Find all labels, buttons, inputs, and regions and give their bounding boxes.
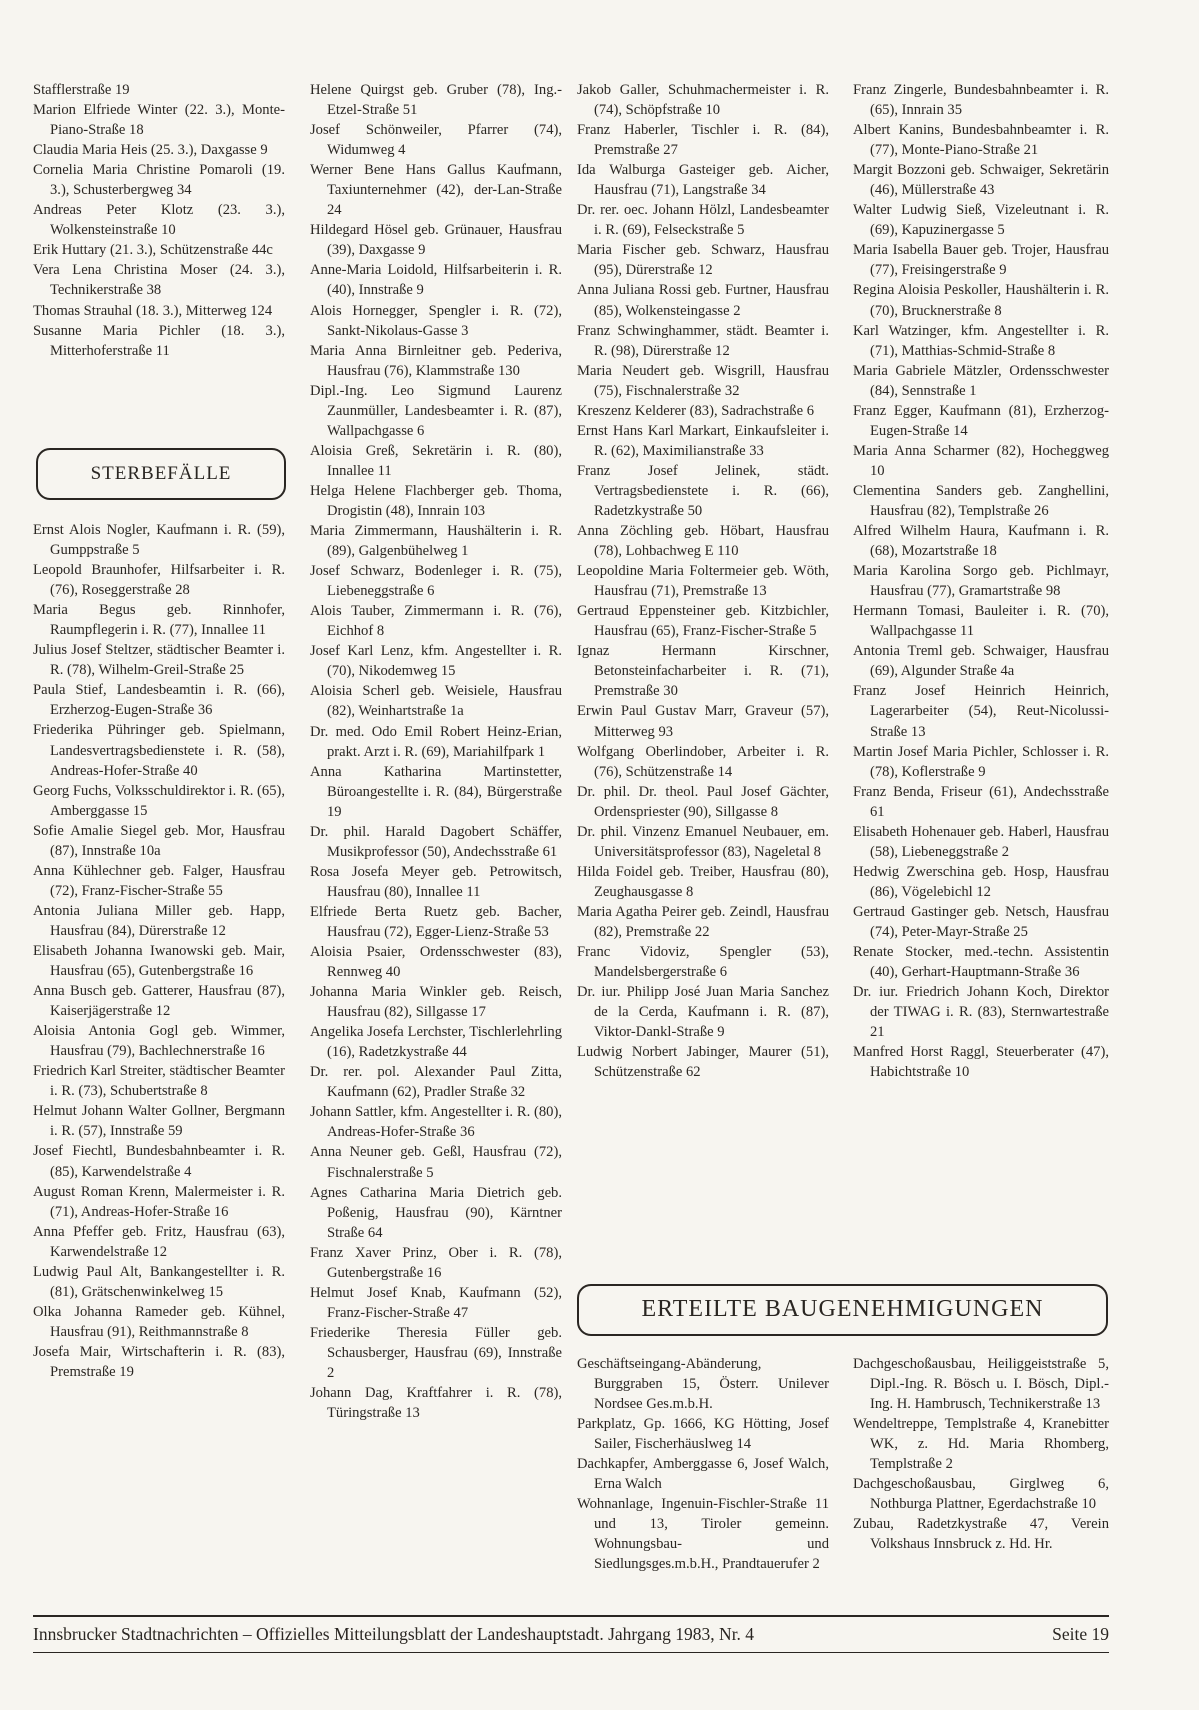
list-item: Johann Dag, Kraftfahrer i. R. (78), Türingstraße 13 <box>310 1385 562 1422</box>
list-item: Maria Agatha Peirer geb. Zeindl, Hausfrau (82), Premstraße 22 <box>577 903 829 940</box>
list-item: Franz Benda, Friseur (61), Andechsstraße 61 <box>853 783 1109 820</box>
list-item: Sofie Amalie Siegel geb. Mor, Hausfrau (87), Innstraße 10a <box>33 822 285 859</box>
list-item: Elisabeth Johanna Iwanowski geb. Mair, Hausfrau (65), Gutenbergstraße 16 <box>33 942 285 980</box>
list-item: Franz Haberler, Tischler i. R. (84), Premstraße 27 <box>577 122 829 159</box>
list-item: Alfred Wilhelm Haura, Kaufmann i. R. (68), Mozartstraße 18 <box>853 523 1109 560</box>
list-item: Agnes Catharina Maria Dietrich geb. Poßenig, Hausfrau (90), Kärntner Straße 64 <box>310 1184 562 1241</box>
list-item: Vera Lena Christina Moser (24. 3.), Technikerstraße 38 <box>33 262 285 299</box>
list-item: Franz Schwinghammer, städt. Beamter i. R. (98), Dürerstraße 12 <box>577 322 829 359</box>
list-item: Ignaz Hermann Kirschner, Betonsteinfacharbeiter i. R. (71), Premstraße 30 <box>577 643 829 700</box>
list-item: Franz Egger, Kaufmann (81), Erzherzog-Eugen-Straße 14 <box>853 402 1109 439</box>
list-item: Maria Neudert geb. Wisgrill, Hausfrau (75), Fischnalerstraße 32 <box>577 362 829 399</box>
list-item: Dr. phil. Dr. theol. Paul Josef Gächter, Ordenspriester (90), Sillgasse 8 <box>577 783 829 820</box>
list-item: Gertraud Gastinger geb. Netsch, Hausfrau (74), Peter-Mayr-Straße 25 <box>853 903 1109 940</box>
list-item: Margit Bozzoni geb. Schwaiger, Sekretärin (46), Müllerstraße 43 <box>853 162 1109 199</box>
list-item: Ludwig Norbert Jabinger, Maurer (51), Schützenstraße 62 <box>577 1044 829 1081</box>
list-item: Friedrich Karl Streiter, städtischer Beamter i. R. (73), Schubertstraße 8 <box>33 1063 285 1100</box>
list-item: Dachgeschoßausbau, Heiliggeiststraße 5, Dipl.-Ing. R. Bösch u. I. Bösch, Dipl.-Ing. H. Hambrusch, Technikerstraße 13 <box>853 1356 1109 1413</box>
column-1-deaths <box>33 520 285 1382</box>
list-item: Aloisia Greß, Sekretärin i. R. (80), Innallee 11 <box>310 442 562 479</box>
list-item: Helmut Johann Walter Gollner, Bergmann i. R. (57), Innstraße 59 <box>33 1103 285 1140</box>
list-item: Franz Josef Jelinek, städt. Vertragsbedienstete i. R. (66), Radetzkystraße 50 <box>577 462 829 519</box>
list-item: Marion Elfriede Winter (22. 3.), Monte-Piano-Straße 18 <box>33 102 285 139</box>
list-item: Walter Ludwig Sieß, Vizeleutnant i. R. (69), Kapuzinergasse 5 <box>853 202 1109 239</box>
list-item: Johann Sattler, kfm. Angestellter i. R. (80), Andreas-Hofer-Straße 36 <box>310 1104 562 1141</box>
permits-column-1 <box>577 1354 829 1575</box>
list-item: Manfred Horst Raggl, Steuerberater (47), Habichtstraße 10 <box>853 1044 1109 1081</box>
list-item: Dachgeschoßausbau, Girglweg 6, Nothburga Plattner, Egerdachstraße 10 <box>853 1476 1109 1513</box>
list-item: Maria Isabella Bauer geb. Trojer, Hausfrau (77), Freisingerstraße 9 <box>853 242 1109 279</box>
list-item: Alois Tauber, Zimmermann i. R. (76), Eichhof 8 <box>310 603 562 640</box>
list-item: Geschäftseingang-Abänderung, Burggraben 15, Österr. Unilever Nordsee Ges.m.b.H. <box>577 1356 829 1413</box>
list-item: Elfriede Berta Ruetz geb. Bacher, Hausfrau (72), Egger-Lienz-Straße 53 <box>310 903 562 940</box>
section-heading-building-permits: ERTEILTE BAUGENEHMIGUNGEN <box>577 1284 1108 1336</box>
list-item: Renate Stocker, med.-techn. Assistentin (40), Gerhart-Hauptmann-Straße 36 <box>853 944 1109 981</box>
list-item: Paula Stief, Landesbeamtin i. R. (66), Erzherzog-Eugen-Straße 36 <box>33 682 285 719</box>
list-item: Helmut Josef Knab, Kaufmann (52), Franz-Fischer-Straße 47 <box>310 1284 562 1321</box>
list-item: Ernst Hans Karl Markart, Einkaufsleiter i. R. (62), Maximilianstraße 33 <box>577 422 829 459</box>
list-item: Leopold Braunhofer, Hilfsarbeiter i. R. (76), Roseggerstraße 28 <box>33 562 285 599</box>
list-item: Aloisia Psaier, Ordensschwester (83), Rennweg 40 <box>310 944 562 981</box>
list-item: Anne-Maria Loidold, Hilfsarbeiterin i. R. (40), Innstraße 9 <box>310 262 562 299</box>
list-item: Franz Xaver Prinz, Ober i. R. (78), Gutenbergstraße 16 <box>310 1244 562 1281</box>
list-item: Julius Josef Steltzer, städtischer Beamter i. R. (78), Wilhelm-Greil-Straße 25 <box>33 642 285 679</box>
list-item: Maria Begus geb. Rinnhofer, Raumpflegerin i. R. (77), Innallee 11 <box>33 602 285 639</box>
list-item: Maria Karolina Sorgo geb. Pichlmayr, Hausfrau (77), Gramartstraße 98 <box>853 563 1109 600</box>
list-item: Anna Neuner geb. Geßl, Hausfrau (72), Fischnalerstraße 5 <box>310 1144 562 1181</box>
list-item: Wohnanlage, Ingenuin-Fischler-Straße 11 und 13, Tiroler gemeinn. Wohnungsbau- und Siedlungsges.m.b.H., Prandtauerufer 2 <box>577 1496 829 1573</box>
list-item: Zubau, Radetzkystraße 47, Verein Volkshaus Innsbruck z. Hd. Hr. <box>853 1516 1109 1553</box>
list-item: Kreszenz Kelderer (83), Sadrachstraße 6 <box>577 402 815 419</box>
page-number: Seite 19 <box>1052 1624 1109 1644</box>
list-item: Aloisia Antonia Gogl geb. Wimmer, Hausfrau (79), Bachlechnerstraße 16 <box>33 1023 285 1060</box>
list-item: Friederike Theresia Füller geb. Schausberger, Hausfrau (69), Innstraße 2 <box>310 1324 562 1381</box>
list-item: Maria Gabriele Mätzler, Ordensschwester (84), Sennstraße 1 <box>853 362 1109 399</box>
list-item: Josefa Mair, Wirtschafterin i. R. (83), Premstraße 19 <box>33 1343 285 1380</box>
list-item: Anna Juliana Rossi geb. Furtner, Hausfrau (85), Wolkensteingasse 2 <box>577 282 829 319</box>
list-item: Karl Watzinger, kfm. Angestellter i. R. (71), Matthias-Schmid-Straße 8 <box>853 322 1109 359</box>
footer-rule <box>33 1652 1109 1653</box>
column-4 <box>853 80 1109 1082</box>
list-item: Hilda Foidel geb. Treiber, Hausfrau (80), Zeughausgasse 8 <box>577 863 829 900</box>
column-1 <box>33 80 285 361</box>
list-item: Dr. iur. Philipp José Juan Maria Sanchez de la Cerda, Kaufmann i. R. (87), Viktor-Dankl-Straße 9 <box>577 984 829 1041</box>
column-3 <box>577 80 829 1082</box>
list-item: Josef Karl Lenz, kfm. Angestellter i. R. (70), Nikodemweg 15 <box>310 643 562 680</box>
list-item: Martin Josef Maria Pichler, Schlosser i. R. (78), Koflerstraße 9 <box>853 743 1109 780</box>
list-item: Georg Fuchs, Volksschuldirektor i. R. (65), Amberggasse 15 <box>33 782 285 819</box>
list-item: Dr. phil. Vinzenz Emanuel Neubauer, em. Universitätsprofessor (83), Nageletal 8 <box>577 823 829 860</box>
list-item: Maria Anna Scharmer (82), Hocheggweg 10 <box>853 442 1109 479</box>
list-item: Olka Johanna Rameder geb. Kühnel, Hausfrau (91), Reithmannstraße 8 <box>33 1303 285 1340</box>
list-item: Franz Zingerle, Bundesbahnbeamter i. R. (65), Innrain 35 <box>853 82 1109 119</box>
list-item: Antonia Treml geb. Schwaiger, Hausfrau (69), Algunder Straße 4a <box>853 643 1109 680</box>
list-item: Helene Quirgst geb. Gruber (78), Ing.-Etzel-Straße 51 <box>310 82 562 119</box>
list-item: Friederika Pühringer geb. Spielmann, Landesvertragsbedienstete i. R. (58), Andreas-Hofer-Straße 40 <box>33 722 285 779</box>
list-item: Helga Helene Flachberger geb. Thoma, Drogistin (48), Innrain 103 <box>310 482 562 519</box>
footer-publication: Innsbrucker Stadtnachrichten – Offizielles Mitteilungsblatt der Landeshauptstadt. Jahrgang 1983, Nr. 4 <box>33 1624 755 1644</box>
list-item: Dr. med. Odo Emil Robert Heinz-Erian, prakt. Arzt i. R. (69), Mariahilfpark 1 <box>310 723 562 760</box>
column-2 <box>310 80 562 1423</box>
list-item: Alois Hornegger, Spengler i. R. (72), Sankt-Nikolaus-Gasse 3 <box>310 302 562 339</box>
list-item: Josef Schönweiler, Pfarrer (74), Widumweg 4 <box>310 122 562 159</box>
list-item: Dr. rer. oec. Johann Hölzl, Landesbeamter i. R. (69), Felseckstraße 5 <box>577 202 829 239</box>
list-item: Erik Huttary (21. 3.), Schützenstraße 44c <box>33 242 273 259</box>
list-item: Dipl.-Ing. Leo Sigmund Laurenz Zaunmüller, Landesbeamter i. R. (87), Wallpachgasse 6 <box>310 382 562 439</box>
permits-column-2 <box>853 1354 1109 1554</box>
list-item: Anna Katharina Martinstetter, Büroangestellte i. R. (84), Bürgerstraße 19 <box>310 763 562 820</box>
list-item: Dr. phil. Harald Dagobert Schäffer, Musikprofessor (50), Andechsstraße 61 <box>310 823 562 860</box>
list-item: Gertraud Eppensteiner geb. Kitzbichler, Hausfrau (65), Franz-Fischer-Straße 5 <box>577 603 829 640</box>
list-item: Elisabeth Hohenauer geb. Haberl, Hausfrau (58), Liebeneggstraße 2 <box>853 823 1109 860</box>
list-item: Josef Fiechtl, Bundesbahnbeamter i. R. (85), Karwendelstraße 4 <box>33 1143 285 1180</box>
list-item: Anna Zöchling geb. Höbart, Hausfrau (78), Lohbachweg E 110 <box>577 523 829 560</box>
list-item: Maria Zimmermann, Haushälterin i. R. (89), Galgenbühelweg 1 <box>310 523 562 560</box>
list-item: Thomas Strauhal (18. 3.), Mitterweg 124 <box>33 302 273 319</box>
list-item: Wendeltreppe, Templstraße 4, Kranebitter WK, z. Hd. Maria Rhomberg, Templstraße 2 <box>853 1416 1109 1473</box>
list-item: Regina Aloisia Peskoller, Haushälterin i. R. (70), Brucknerstraße 8 <box>853 282 1109 319</box>
list-item: August Roman Krenn, Malermeister i. R. (71), Andreas-Hofer-Straße 16 <box>33 1183 285 1220</box>
list-item: Hedwig Zwerschina geb. Hosp, Hausfrau (86), Vögelebichl 12 <box>853 863 1109 900</box>
list-item: Hermann Tomasi, Bauleiter i. R. (70), Wallpachgasse 11 <box>853 603 1109 640</box>
footer-rule <box>33 1615 1109 1617</box>
list-item: Franc Vidoviz, Spengler (53), Mandelsbergerstraße 6 <box>577 944 829 981</box>
list-item: Andreas Peter Klotz (23. 3.), Wolkensteinstraße 10 <box>33 202 285 239</box>
list-item: Anna Busch geb. Gatterer, Hausfrau (87), Kaiserjägerstraße 12 <box>33 983 285 1020</box>
list-item: Cornelia Maria Christine Pomaroli (19. 3.), Schusterbergweg 34 <box>33 162 285 199</box>
list-item: Stafflerstraße 19 <box>33 82 130 98</box>
list-item: Clementina Sanders geb. Zanghellini, Hausfrau (82), Templstraße 26 <box>853 482 1109 519</box>
list-item: Antonia Juliana Miller geb. Happ, Hausfrau (84), Dürerstraße 12 <box>33 902 285 939</box>
list-item: Maria Anna Birnleitner geb. Pederiva, Hausfrau (76), Klammstraße 130 <box>310 342 562 379</box>
list-item: Dr. iur. Friedrich Johann Koch, Direktor der TIWAG i. R. (83), Sternwartestraße 21 <box>853 984 1109 1041</box>
list-item: Claudia Maria Heis (25. 3.), Daxgasse 9 <box>33 142 268 159</box>
list-item: Parkplatz, Gp. 1666, KG Hötting, Josef Sailer, Fischerhäuslweg 14 <box>577 1416 829 1453</box>
list-item: Ernst Alois Nogler, Kaufmann i. R. (59), Gumppstraße 5 <box>33 522 285 559</box>
list-item: Johanna Maria Winkler geb. Reisch, Hausfrau (82), Sillgasse 17 <box>310 984 562 1021</box>
list-item: Ida Walburga Gasteiger geb. Aicher, Hausfrau (71), Langstraße 34 <box>577 162 829 199</box>
list-item: Leopoldine Maria Foltermeier geb. Wöth, Hausfrau (71), Premstraße 13 <box>577 563 829 600</box>
list-item: Hildegard Hösel geb. Grünauer, Hausfrau (39), Daxgasse 9 <box>310 222 562 259</box>
list-item: Rosa Josefa Meyer geb. Petrowitsch, Hausfrau (80), Innallee 11 <box>310 863 562 900</box>
list-item: Albert Kanins, Bundesbahnbeamter i. R. (77), Monte-Piano-Straße 21 <box>853 122 1109 159</box>
list-item: Anna Pfeffer geb. Fritz, Hausfrau (63), Karwendelstraße 12 <box>33 1223 285 1260</box>
list-item: Anna Kühlechner geb. Falger, Hausfrau (72), Franz-Fischer-Straße 55 <box>33 862 285 899</box>
list-item: Josef Schwarz, Bodenleger i. R. (75), Liebeneggstraße 6 <box>310 563 562 600</box>
list-item: Susanne Maria Pichler (18. 3.), Mitterhoferstraße 11 <box>33 322 285 359</box>
births-continued <box>33 80 285 361</box>
list-item: Wolfgang Oberlindober, Arbeiter i. R. (76), Schützenstraße 14 <box>577 743 829 780</box>
list-item: Aloisia Scherl geb. Weisiele, Hausfrau (82), Weinhartstraße 1a <box>310 683 562 720</box>
list-item: Werner Bene Hans Gallus Kaufmann, Taxiunternehmer (42), der-Lan-Straße 24 <box>310 162 562 219</box>
list-item: Erwin Paul Gustav Marr, Graveur (57), Mitterweg 93 <box>577 703 829 740</box>
list-item: Ludwig Paul Alt, Bankangestellter i. R. (81), Grätschenwinkelweg 15 <box>33 1263 285 1300</box>
list-item: Dr. rer. pol. Alexander Paul Zitta, Kaufmann (62), Pradler Straße 32 <box>310 1064 562 1101</box>
list-item: Angelika Josefa Lerchster, Tischlerlehrling (16), Radetzkystraße 44 <box>310 1024 562 1061</box>
list-item: Franz Josef Heinrich Heinrich, Lagerarbeiter (54), Reut-Nicolussi-Straße 13 <box>853 683 1109 740</box>
list-item: Maria Fischer geb. Schwarz, Hausfrau (95), Dürerstraße 12 <box>577 242 829 279</box>
list-item: Jakob Galler, Schuhmachermeister i. R. (74), Schöpfstraße 10 <box>577 82 829 119</box>
list-item: Dachkapfer, Amberggasse 6, Josef Walch, Erna Walch <box>577 1456 829 1493</box>
section-heading-deaths: STERBEFÄLLE <box>36 448 286 500</box>
